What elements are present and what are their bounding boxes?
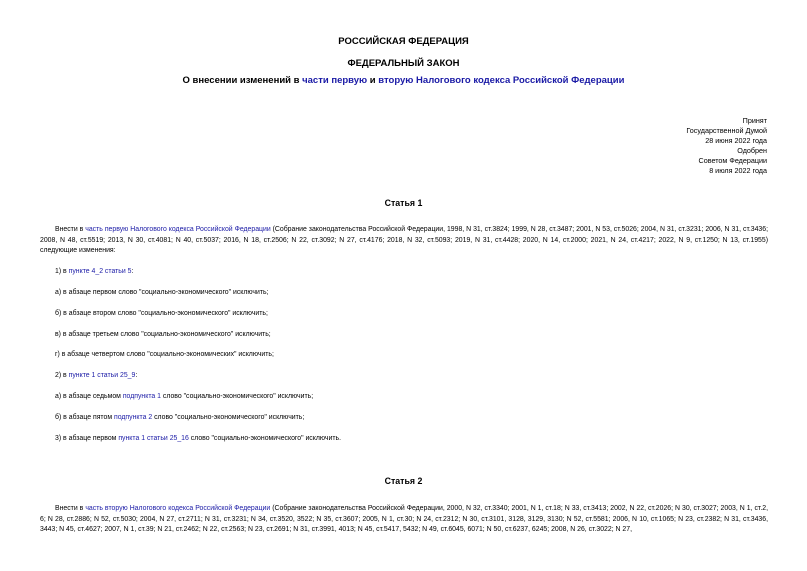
header-law-type: ФЕДЕРАЛЬНЫЙ ЗАКОН <box>347 58 460 69</box>
title-link-part-two[interactable]: вторую Налогового кодекса Российской Федерации <box>378 75 625 86</box>
header-country: РОССИЙСКАЯ ФЕДЕРАЦИЯ <box>338 36 469 47</box>
link-tax-code-part-two[interactable]: часть вторую Налогового кодекса Российской Федерации <box>85 505 271 512</box>
link-subpoint-2[interactable]: подпункта 2 <box>114 414 153 421</box>
item-2a-text: а) в абзаце седьмом <box>55 393 123 400</box>
approved-label: Одобрен <box>737 146 767 155</box>
item-2 <box>55 372 137 379</box>
link-art5-p4-2[interactable]: пункте 4_2 статьи 5 <box>68 268 132 275</box>
item-3-text: 3) в абзаце первом <box>55 435 119 442</box>
item-1-text: 1) в <box>55 268 69 275</box>
item-2-text: 2) в <box>55 372 69 379</box>
article-1-intro <box>40 225 768 257</box>
item-3-rest: слово "социально-экономического" исключить. <box>188 435 341 442</box>
title-text-and: и <box>367 75 379 86</box>
article-2-intro-text: Внести в <box>55 505 86 512</box>
article-2-intro-rest: (Собрание законодательства Российской Федерации, 2000, N 32, ст.3340; 2001, N 1, ст.18; N 33, ст.3413; 2002, N 22, ст.2026; N 30, ст.3027; 2003, N 1, ст.2, 6; N 28, ст.2886; N 52, ст.5030; 2004, N 27, ст.2711; N 31, ст.3231; N 34, ст.3520, 3522; N 35, ст.3607; 2005, N 1, ст.30; N 24, ст.2312; N 30, ст.3101, 3128, 3129, 3130; N 52, ст.5581; 2006, N 10, ст.1065; N 23, ст.2382; N 31, ст.3436, 3443; N 45, ст.4627; 2007, N 1, ст.39; N 21, ст.2462; N 22, ст.2563; N 23, ст.2691; N 31, ст.3991, 4013; N 45, ст.5417, 5432; N 49, ст.6045, 6071; N 50, ст.6237, 6245; 2008, N 26, ст.3022; N 27, <box>40 505 768 533</box>
item-2b <box>55 414 304 421</box>
link-art25-9-p1[interactable]: пункте 1 статьи 25_9 <box>68 372 136 379</box>
document-title <box>0 75 807 86</box>
adopted-by: Государственной Думой <box>686 126 767 135</box>
approved-date: 8 июля 2022 года <box>709 166 767 175</box>
article-1-intro-text: Внести в <box>55 226 86 233</box>
link-subpoint-1[interactable]: подпункта 1 <box>122 393 161 400</box>
item-1d: г) в абзаце четвертом слово "социально-экономических" исключить; <box>55 351 274 358</box>
item-2-colon: : <box>135 372 138 379</box>
link-tax-code-part-one[interactable]: часть первую Налогового кодекса Российской Федерации <box>85 226 271 233</box>
item-2a-rest: слово "социально-экономического" исключить; <box>160 393 314 400</box>
link-art25-16-p1[interactable]: пункта 1 статьи 25_16 <box>118 435 189 442</box>
adopted-date: 28 июня 2022 года <box>705 136 767 145</box>
item-2b-rest: слово "социально-экономического" исключить; <box>152 414 305 421</box>
item-2b-text: б) в абзаце пятом <box>55 414 114 421</box>
article-2-heading: Статья 2 <box>384 476 423 486</box>
title-link-part-one[interactable]: части первую <box>302 75 368 86</box>
item-3 <box>55 435 341 442</box>
item-1c: в) в абзаце третьем слово "социально-экономического" исключить; <box>55 331 271 338</box>
adopted-label: Принят <box>742 116 767 125</box>
article-1-intro-rest: (Собрание законодательства Российской Федерации, 1998, N 31, ст.3824; 1999, N 28, ст.3487; 2001, N 53, ст.5026; 2004, N 31, ст.3231; 2006, N 31, ст.3436; 2008, N 48, ст.5519; 2013, N 30, ст.4081; N 40, ст.5037; 2016, N 18, ст.2506; N 22, ст.3092; N 27, ст.4176; 2018, N 32, ст.5093; 2019, N 31, ст.4428; 2020, N 14, ст.2000; 2021, N 24, ст.4217; 2022, N 9, ст.1250; N 13, ст.1955) следующие изменения: <box>40 226 768 254</box>
article-1-heading: Статья 1 <box>384 198 423 208</box>
approved-by: Советом Федерации <box>698 156 767 165</box>
item-1-colon: : <box>131 268 134 275</box>
item-2a <box>55 393 313 400</box>
item-1b: б) в абзаце втором слово "социально-экономического" исключить; <box>55 310 268 317</box>
adoption-block <box>567 116 767 176</box>
item-1 <box>55 268 133 275</box>
article-2-intro <box>40 504 768 536</box>
title-text: О внесении изменений в <box>182 75 303 86</box>
item-1a: а) в абзаце первом слово "социально-экономического" исключить; <box>55 289 269 296</box>
